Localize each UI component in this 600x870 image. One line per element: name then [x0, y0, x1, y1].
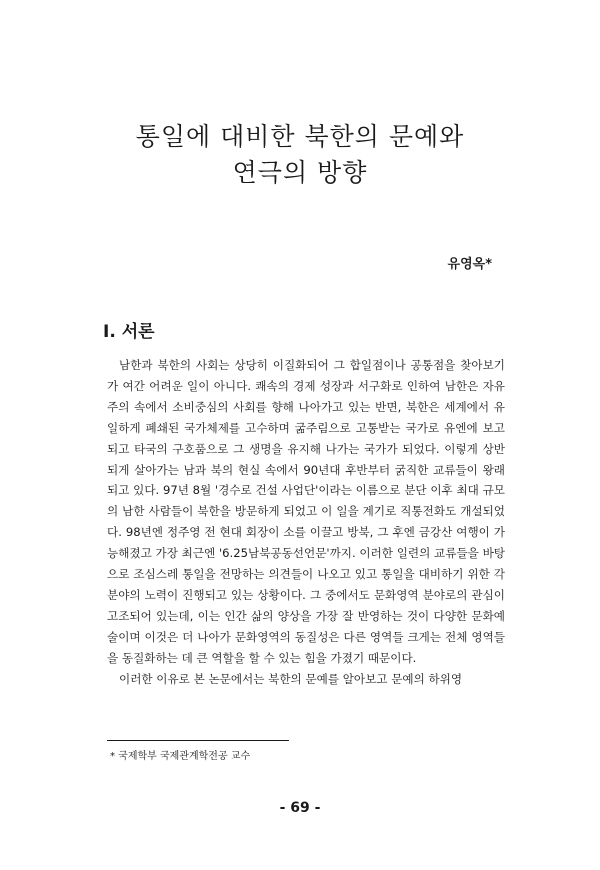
footnote: * 국제학부 국제관계학전공 교수 [110, 751, 251, 762]
footnote-divider [107, 740, 289, 741]
author-name: 유영옥* [447, 257, 492, 272]
paper-title-line-1: 통일에 대비한 북한의 문예와 [135, 122, 465, 151]
paper-title-line-2: 연극의 방향 [232, 158, 368, 187]
section-heading: Ⅰ. 서론 [103, 322, 155, 342]
paragraph-1: 남한과 북한의 사회는 상당히 이질화되어 그 합일점이나 공통점을 찾아보기가 여간 어려운 일이 아니다. 쾌속의 경제 성장과 서구화로 인하여 남한은 자유주의 속에서 소비중심의 사회를 향해 나아가고 있는 반면, 북한은 세계에서 유일하게 폐쇄된 국가체제를 고수하며 굶주림으로 고통받는 국가로 유엔에 보고되고 타국의 구호품으로 그 생명을 유지해 나가는 국가가 되었다. 이렇게 상반되게 살아가는 남과 북의 현실 속에서 90년대 후반부터 굵직한 교류들이 왕래되고 있다. 97년 8월 '경수로 건설 사업단'이라는 이름으로 분단 이후 최대 규모의 남한 사람들이 북한을 방문하게 되었고 이 일을 계기로 직통전화도 개설되었다. 98년엔 정주영 전 현대 회장이 소를 이끌고 방북, 그 후엔 금강산 여행이 가능해졌고 가장 최근엔 '6.25남북공동선언문'까지. 이러한 일련의 교류들을 바탕으로 조심스레 통일을 전망하는 의견들이 나오고 있고 통일을 대비하기 위한 각 분야의 노력이 진행되고 있는 상황이다. 그 중에서도 문화영역 분야로의 관심이 고조되어 있는데, 이는 인간 삶의 양상을 가장 잘 반영하는 것이 다양한 문화예술이며 이것은 더 나아가 문화영역의 동질성은 다른 영역들 크게는 전체 영역들을 동질화하는 데 큰 역할을 할 수 있는 힘을 가졌기 때문이다. [107, 358, 505, 665]
page-number: - 69 - [279, 800, 321, 816]
body-text [107, 355, 505, 690]
paragraph-2: 이러한 이유로 본 논문에서는 북한의 문예를 알아보고 문예의 하위영 [119, 671, 463, 686]
